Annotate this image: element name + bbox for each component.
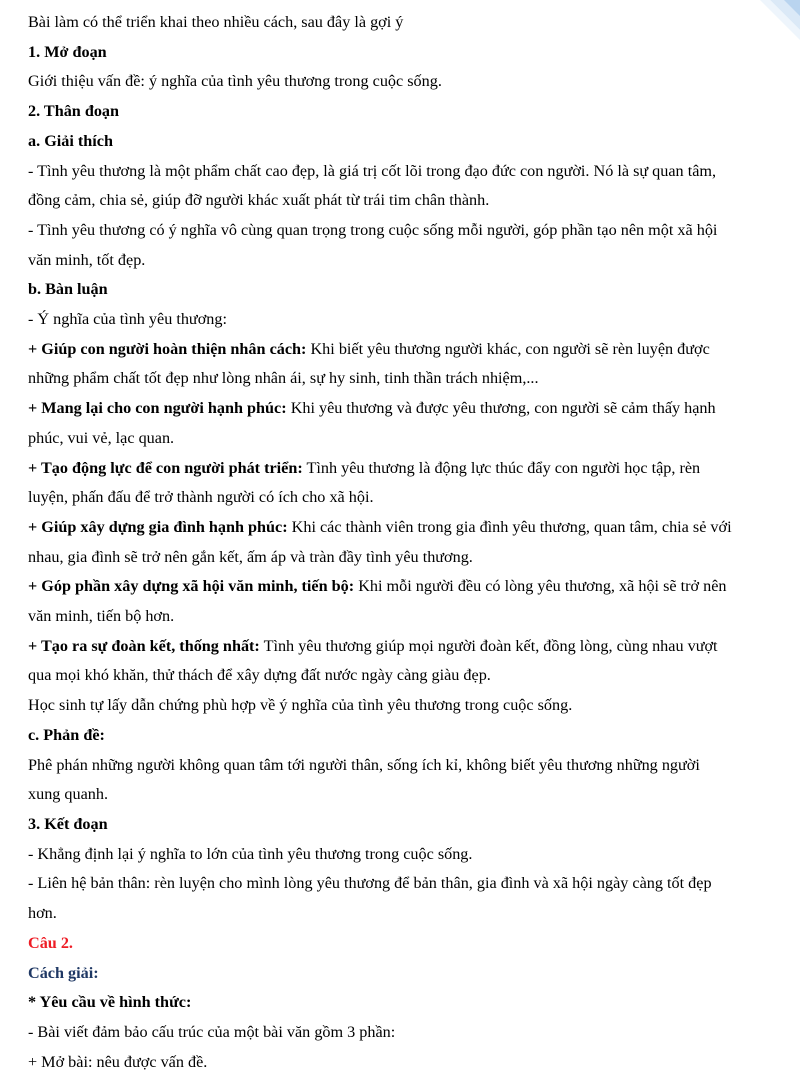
mo-doan-text: Giới thiệu vấn đề: ý nghĩa của tình yêu thương trong cuộc sống. [28,72,442,91]
evidence-text: Học sinh tự lấy dẫn chứng phù hợp về ý nghĩa của tình yêu thương trong cuộc sống. [28,696,573,715]
point-continuation: nhau, gia đình sẽ trở nên gắn kết, ấm áp và tràn đầy tình yêu thương. [28,547,473,566]
point-continuation: những phẩm chất tốt đẹp như lòng nhân ái, sự hy sinh, tinh thần trách nhiệm,... [28,369,539,388]
heading-ket-doan: 3. Kết đoạn [28,814,108,833]
point-line [28,513,790,543]
point-continuation: luyện, phấn đấu để trở thành người có ích cho xã hội. [28,488,374,507]
point-text: Tình yêu thương giúp mọi người đoàn kết, đồng lòng, cùng nhau vượt [259,636,718,655]
heading-mo-doan: 1. Mở đoạn [28,42,107,61]
intro-text: Bài làm có thể triển khai theo nhiều cách, sau đây là gợi ý [28,13,404,31]
ban-luan-lead: - Ý nghĩa của tình yêu thương: [28,310,227,329]
giai-thich-p2-line2: văn minh, tốt đẹp. [28,250,146,269]
point-continuation: phúc, vui vẻ, lạc quan. [28,428,175,447]
point-label: + Tạo ra sự đoàn kết, thống nhất: [28,636,260,655]
ket-doan-line3: hơn. [28,904,57,923]
point-label: + Góp phần xây dựng xã hội văn minh, tiến bộ: [28,577,355,596]
point-text: Khi yêu thương và được yêu thương, con người sẽ cảm thấy hạnh [286,399,716,418]
document-page [28,8,790,1077]
heading-giai-thich: a. Giải thích [28,131,113,150]
heading-yeu-cau-hinh-thuc: * Yêu cầu về hình thức: [28,993,192,1012]
phan-de-line2: xung quanh. [28,785,109,804]
point-line [28,632,790,662]
point-text: Khi mỗi người đều có lòng yêu thương, xã hội sẽ trở nên [354,577,727,596]
cau2-line2: + Mở bài: nêu được vấn đề. [28,1052,208,1071]
phan-de-line1: Phê phán những người không quan tâm tới người thân, sống ích kỉ, không biết yêu thương những người [28,755,700,774]
point-continuation: văn minh, tiến bộ hơn. [28,607,175,626]
heading-ban-luan: b. Bàn luận [28,280,108,299]
point-line [28,572,790,602]
giai-thich-p1-line2: đồng cảm, chia sẻ, giúp đỡ người khác xuất phát từ trái tim chân thành. [28,191,490,210]
point-label: + Giúp xây dựng gia đình hạnh phúc: [28,517,288,536]
giai-thich-p2-line1: - Tình yêu thương có ý nghĩa vô cùng quan trọng trong cuộc sống mỗi người, góp phần tạo nên một xã hội [28,220,718,239]
heading-cau-2: Câu 2. [28,933,73,952]
ket-doan-line2: - Liên hệ bản thân: rèn luyện cho mình lòng yêu thương để bản thân, gia đình và xã hội ngày càng tốt đẹp [28,874,712,893]
ket-doan-line1: - Khẳng định lại ý nghĩa to lớn của tình yêu thương trong cuộc sống. [28,844,473,863]
point-label: + Mang lại cho con người hạnh phúc: [28,399,287,418]
heading-than-doan: 2. Thân đoạn [28,102,120,121]
heading-phan-de: c. Phản đề: [28,725,105,744]
point-continuation: qua mọi khó khăn, thử thách để xây dựng đất nước ngày càng giàu đẹp. [28,666,491,685]
point-label: + Tạo động lực để con người phát triển: [28,458,303,477]
point-label: + Giúp con người hoàn thiện nhân cách: [28,339,307,358]
point-line [28,335,790,365]
point-text: Khi các thành viên trong gia đình yêu thương, quan tâm, chia sẻ với [287,517,732,536]
point-line [28,394,790,424]
heading-cach-giai: Cách giải: [28,963,99,982]
point-line [28,454,790,484]
point-text: Tình yêu thương là động lực thúc đẩy con người học tập, rèn [302,458,701,477]
giai-thich-p1-line1: - Tình yêu thương là một phẩm chất cao đẹp, là giá trị cốt lõi trong đạo đức con người. Nó là sự quan tâm, [28,161,717,180]
cau2-line1: - Bài viết đảm bảo cấu trúc của một bài văn gồm 3 phần: [28,1022,396,1041]
point-text: Khi biết yêu thương người khác, con người sẽ rèn luyện được [306,339,710,358]
